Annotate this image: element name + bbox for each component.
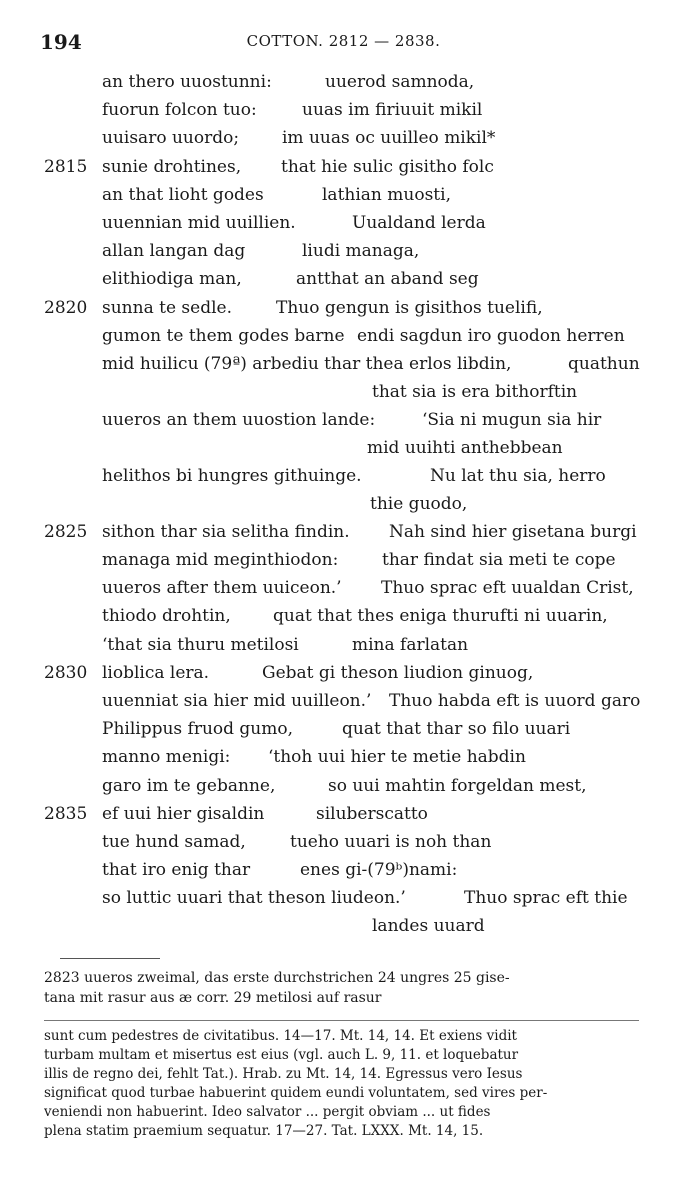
verse-line: [0, 239, 687, 267]
verse-line: [0, 324, 687, 352]
textual-note-line: 2823 uueros zweimal, das erste durchstrichen 24 ungres 25 gise-: [44, 970, 510, 986]
first-half-line: mid huilicu (79ª) arbediu thar thea erlos libdin,: [102, 353, 512, 374]
first-half-line: an that lioht godes: [102, 184, 264, 205]
footnote-rule: [60, 958, 160, 959]
second-half-line: im uuas oc uuilleo mikil*: [282, 128, 496, 149]
first-half-line: an thero uuostunni:: [102, 72, 272, 92]
first-half-line: helithos bi hungres githuinge.: [102, 465, 362, 486]
second-half-line: siluberscatto: [316, 803, 428, 824]
verse-line: [0, 267, 687, 295]
line-number: 2830: [44, 662, 88, 683]
second-half-line: Thuo gengun is gisithos tuelifi,: [276, 297, 543, 318]
verse-line: [0, 689, 687, 717]
verse-line: [0, 774, 687, 802]
first-half-line: uueros an them uuostion lande:: [102, 409, 376, 430]
second-half-line: uuas im firiuuit mikil: [302, 100, 483, 121]
commentary-line: sunt cum pedestres de civitatibus. 14—17. Mt. 14, 14. Et exiens vidit: [44, 1028, 517, 1044]
verse-line: [0, 296, 687, 324]
first-half-line: that iro enig thar: [102, 860, 251, 881]
first-half-line: thiodo drohtin,: [102, 606, 231, 627]
first-half-line: uuennian mid uuillien.: [102, 212, 296, 233]
first-half-line: sithon thar sia selitha findin.: [102, 521, 350, 542]
commentary-line: significat quod turbae habuerint quidem eundi voluntatem, sed vires per-: [44, 1085, 548, 1101]
commentary-line: plena statim praemium sequatur. 17—27. Tat. LXXX. Mt. 14, 15.: [44, 1123, 484, 1139]
verse-line: [0, 633, 687, 661]
first-half-line: lioblica lera.: [102, 662, 210, 683]
second-half-line: uuerod samnoda,: [325, 72, 475, 92]
second-half-line: Nah sind hier gisetana burgi: [389, 521, 637, 542]
second-half-line: Gebat gi theson liudion ginuog,: [262, 662, 534, 683]
line-number: 2835: [44, 803, 88, 824]
second-half-line: Nu lat thu sia, herro: [430, 465, 606, 486]
first-half-line: Philippus fruod gumo,: [102, 719, 294, 740]
verse-line: [0, 352, 687, 408]
first-half-line: sunie drohtines,: [102, 156, 242, 177]
second-half-line: Thuo sprac eft uualdan Crist,: [381, 578, 634, 599]
verse-line: [0, 802, 687, 830]
second-half-line: quat that thes eniga thurufti ni uuarin,: [273, 606, 608, 627]
second-half-line: ‘Sia ni mugun sia hir: [422, 409, 602, 430]
first-half-line: managa mid meginthiodon:: [102, 550, 339, 571]
verse-line: [0, 155, 687, 183]
second-half-line: quat that thar so filo uuari: [342, 719, 571, 740]
first-half-line: uueros after them uuiceon.’: [102, 578, 342, 599]
continuation-line: mid uuihti anthebbean: [367, 437, 563, 458]
continuation-line: landes uuard: [372, 916, 485, 937]
second-half-line: liudi managa,: [302, 241, 420, 262]
second-half-line: enes gi-(79ᵇ)nami:: [300, 860, 458, 881]
verse-line: [0, 745, 687, 773]
second-half-line: Uualdand lerda: [352, 212, 486, 233]
first-half-line: fuorun folcon tuo:: [102, 100, 257, 121]
first-half-line: ‘that sia thuru metilosi: [102, 634, 299, 655]
first-half-line: allan langan dag: [102, 241, 246, 262]
commentary-line: veniendi non habuerint. Ideo salvator ... pergit obviam ... ut fides: [44, 1104, 491, 1120]
second-half-line: Thuo habda eft is uuord garo: [389, 691, 641, 711]
second-half-line: lathian muosti,: [322, 184, 451, 205]
verse-line: [0, 576, 687, 604]
continuation-line: thie guodo,: [370, 493, 468, 514]
verse-line: [0, 604, 687, 632]
line-number: 2825: [44, 521, 88, 542]
commentary-divider: [44, 1020, 639, 1021]
verse-line: [0, 70, 687, 98]
verse-line: [0, 211, 687, 239]
verse-line: [0, 858, 687, 886]
line-number: 2815: [44, 156, 88, 177]
first-half-line: elithiodiga man,: [102, 269, 242, 290]
verse-line: [0, 98, 687, 126]
commentary-line: illis de regno dei, fehlt Tat.). Hrab. zu Mt. 14, 14. Egressus vero Iesus: [44, 1066, 523, 1082]
verse-line: [0, 717, 687, 745]
first-half-line: garo im te gebanne,: [102, 775, 276, 796]
page-number: 194: [40, 30, 82, 54]
first-half-line: sunna te sedle.: [102, 297, 232, 318]
verse-line: [0, 408, 687, 464]
first-half-line: uuisaro uuordo;: [102, 128, 240, 149]
continuation-line: that sia is era bithorftin: [372, 381, 578, 402]
second-half-line: so uui mahtin forgeldan mest,: [328, 775, 587, 796]
first-half-line: tue hund samad,: [102, 831, 246, 852]
second-half-line: quathun: [568, 353, 640, 374]
running-title: COTTON. 2812 — 2838.: [246, 32, 441, 50]
second-half-line: endi sagdun iro guodon herren: [357, 325, 625, 346]
first-half-line: ef uui hier gisaldin: [102, 803, 265, 824]
verse-line: [0, 520, 687, 548]
second-half-line: thar findat sia meti te cope: [382, 550, 616, 571]
verse-line: [0, 183, 687, 211]
second-half-line: ‘thoh uui hier te metie habdin: [268, 747, 526, 768]
page-header: [0, 30, 687, 54]
textual-note-line: tana mit rasur aus æ corr. 29 metilosi auf rasur: [44, 990, 382, 1006]
verse-line: [0, 886, 687, 942]
textual-notes: [44, 968, 644, 1008]
verse-line: [0, 661, 687, 689]
first-half-line: uuenniat sia hier mid uuilleon.’: [102, 691, 372, 711]
line-number: 2820: [44, 297, 88, 318]
verse-line: [0, 548, 687, 576]
first-half-line: so luttic uuari that theson liudeon.’: [102, 888, 406, 909]
first-half-line: manno menigi:: [102, 747, 231, 768]
verse-line: [0, 830, 687, 858]
second-half-line: that hie sulic gisitho folc: [281, 156, 494, 177]
second-half-line: antthat an aband seg: [296, 269, 479, 290]
second-half-line: tueho uuari is noh than: [290, 831, 492, 852]
verse-block: [0, 70, 687, 942]
verse-line: [0, 464, 687, 520]
second-half-line: Thuo sprac eft thie: [464, 888, 628, 909]
commentary-line: turbam multam et misertus est eius (vgl. auch L. 9, 11. et loquebatur: [44, 1047, 519, 1063]
second-half-line: mina farlatan: [352, 634, 469, 655]
first-half-line: gumon te them godes barne: [102, 325, 345, 346]
commentary: [44, 1027, 644, 1141]
verse-line: [0, 126, 687, 154]
